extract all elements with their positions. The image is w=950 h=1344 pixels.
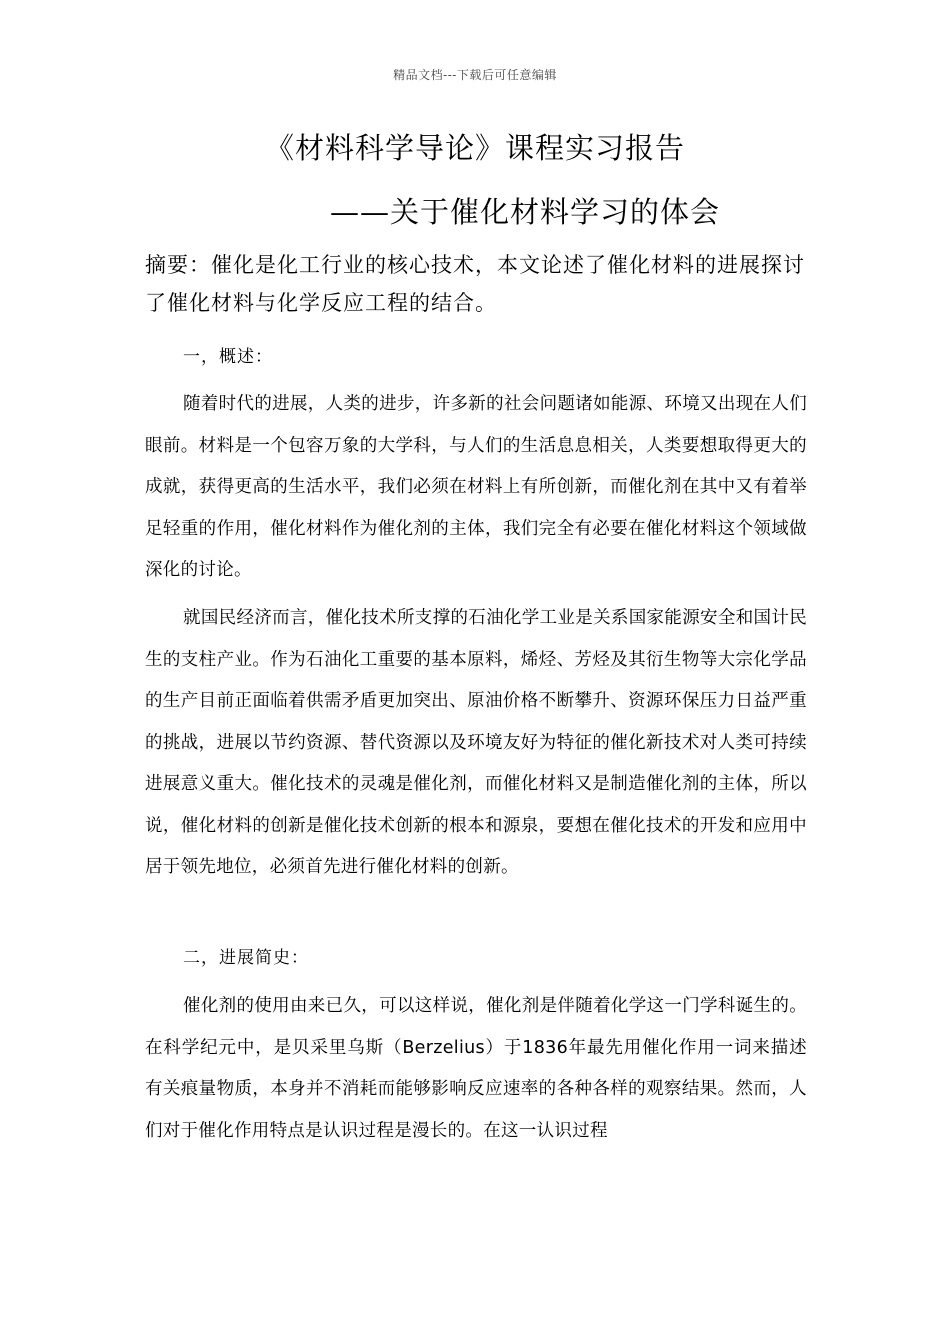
paragraph: 随着时代的进展，人类的进步，许多新的社会问题诸如能源、环境又出现在人们眼前。材料是一个包容万象的大学科，与人们的生活息息相关，人类要想取得更大的成就，获得更高的生活水平，我们必须在材料上有所创新，而催化剂在其中又有着举足轻重的作用，催化材料作为催化剂的主体，我们完全有必要在催化材料这个领域做深化的讨论。 (145, 394, 807, 580)
report-title: 《材料科学导论》课程实习报告 (264, 131, 685, 165)
header-note: 精品文档---下载后可任意编辑 (393, 68, 557, 82)
section-heading-overview: 一，概述： (183, 347, 273, 367)
section-heading-history: 二，进展简史： (183, 948, 309, 968)
abstract: 摘要：催化是化工行业的核心技术，本文论述了催化材料的进展探讨了催化材料与化学反应工程的结合。 (145, 253, 805, 315)
paragraph: 就国民经济而言，催化技术所支撑的石油化学工业是关系国家能源安全和国计民生的支柱产业。作为石油化工重要的基本原料，烯烃、芳烃及其衍生物等大宗化学品的生产目前正面临着供需矛盾更加突出、原油价格不断攀升、资源环保压力日益严重的挑战，进展以节约资源、替代资源以及环境友好为特征的催化新技术对人类可持续进展意义重大。催化技术的灵魂是催化剂，而催化材料又是制造催化剂的主体，所以说，催化材料的创新是催化技术创新的根本和源泉，要想在催化技术的开发和应用中居于领先地位，必须首先进行催化材料的创新。 (145, 608, 807, 877)
paragraph: 催化剂的使用由来已久，可以这样说，催化剂是伴随着化学这一门学科诞生的。在科学纪元中，是贝采里乌斯（Berzelius）于1836年最先用催化作用一词来描述有关痕量物质，本身并不消耗而能够影响反应速率的各种各样的观察结果。然而，人们对于催化作用特点是认识过程是漫长的。在这一认识过程 (145, 996, 807, 1141)
report-subtitle: ——关于催化材料学习的体会 (330, 195, 721, 229)
